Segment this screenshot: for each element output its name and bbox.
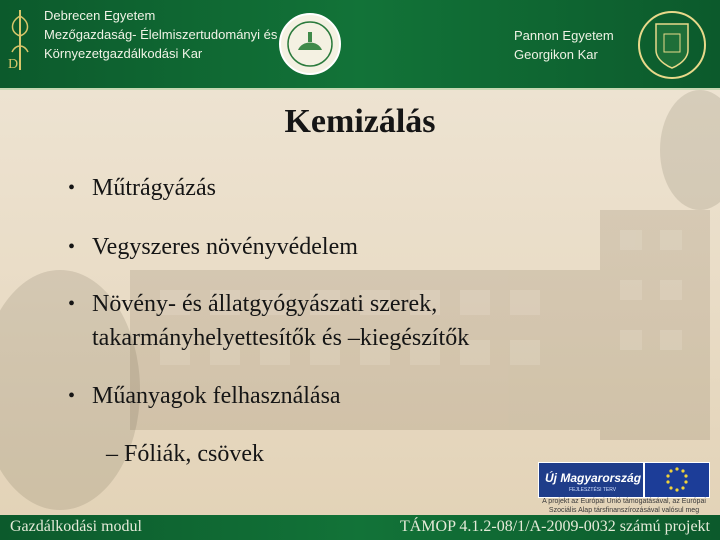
faculty-seal-icon: [278, 12, 342, 76]
funding-note: [536, 497, 712, 515]
university-logo-icon: [6, 8, 34, 72]
svg-text:D: D: [8, 57, 19, 72]
university-name-line-2: Mezőgazdaság- Élelmiszertudományi és: [44, 27, 278, 42]
bullet-text: Műtrágyázás: [92, 175, 216, 201]
slide-title: Kemizálás: [284, 103, 436, 140]
bullet-text: Műanyagok felhasználása: [92, 383, 341, 409]
georgikon-crest-icon: [636, 10, 708, 80]
footer-project-id: TÁMOP 4.1.2-08/1/A-2009-0032 számú projekt: [399, 518, 710, 535]
partner-name-line-2: Georgikon Kar: [514, 47, 598, 62]
eu-flag-logo: [644, 462, 710, 498]
footer-bar: [0, 515, 720, 540]
bullet-marker: •: [68, 177, 76, 199]
bullet-marker: •: [68, 293, 76, 315]
header-banner: [0, 0, 720, 90]
sub-bullet-text: – Fóliák, csövek: [106, 441, 264, 467]
funding-note-line: A projekt az Európai Unió támogatásával, az Európai: [542, 498, 706, 505]
university-name-line-1: Debrecen Egyetem: [44, 8, 156, 23]
bullet-text-continued: takarmányhelyettesítők és –kiegészítők: [92, 325, 470, 351]
header-divider: [0, 88, 720, 90]
bullet-marker: •: [68, 236, 76, 258]
footer-module-name: Gazdálkodási modul: [10, 518, 142, 535]
uj-logo-subtext: FEJLESZTÉSI TERV: [569, 487, 617, 493]
bullet-marker: •: [68, 385, 76, 407]
bullet-text: Vegyszeres növényvédelem: [92, 234, 358, 260]
bullet-text: Növény- és állatgyógyászati szerek,: [92, 291, 438, 317]
funding-note-line: Szociális Alap társfinanszírozásával valósul meg: [548, 507, 700, 514]
uj-logo-text: Új Magyarország: [545, 471, 642, 485]
university-name-line-3: Környezetgazdálkodási Kar: [44, 46, 203, 61]
partner-name-line-1: Pannon Egyetem: [514, 28, 614, 43]
uj-magyarorszag-logo: [538, 462, 644, 498]
